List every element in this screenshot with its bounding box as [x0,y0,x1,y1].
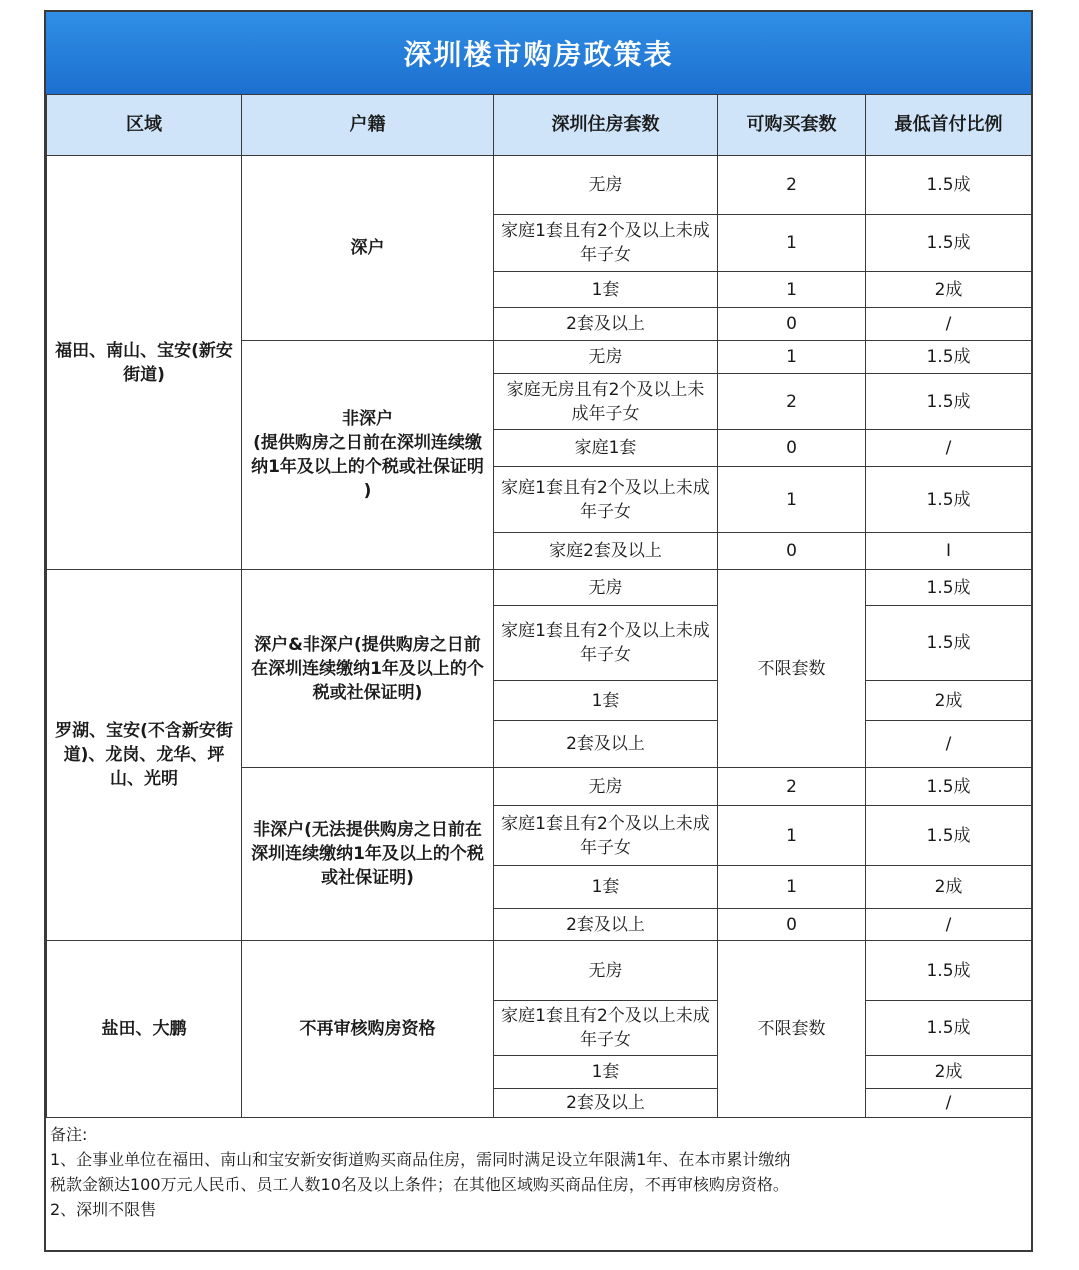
housing-cell: 无房 [494,156,718,215]
down-payment-cell: 1.5成 [866,768,1032,806]
count-cell: 2 [718,768,866,806]
count-cell-merged: 不限套数 [718,570,866,768]
down-payment-cell: 1.5成 [866,156,1032,215]
housing-cell: 家庭2套及以上 [494,533,718,570]
notes-line-1b: 税款金额达100万元人民币、员工人数10名及以上条件；在其他区域购买商品住房，不再审核购房资格。 [50,1175,789,1194]
header-row [47,95,1032,156]
huji-cell: 深户 [242,156,494,341]
huji-cell: 非深户 (提供购房之日前在深圳连续缴纳1年及以上的个税或社保证明 ) [242,341,494,570]
notes-line-1a: 1、企事业单位在福田、南山和宝安新安街道购买商品住房，需同时满足设立年限满1年、在本市累计缴纳 [50,1150,791,1169]
down-payment-cell: / [866,721,1032,768]
down-payment-cell: 2成 [866,272,1032,308]
notes [50,1122,1025,1222]
housing-cell: 1套 [494,1056,718,1089]
housing-cell: 家庭无房且有2个及以上未成年子女 [494,374,718,430]
down-payment-cell: 1.5成 [866,1001,1032,1056]
count-cell: 2 [718,374,866,430]
down-payment-cell: 1.5成 [866,941,1032,1001]
count-cell: 1 [718,215,866,272]
housing-cell: 1套 [494,866,718,909]
page-title: 深圳楼市购房政策表 [46,12,1031,94]
housing-cell: 2套及以上 [494,909,718,941]
down-payment-cell: 1.5成 [866,806,1032,866]
housing-cell: 家庭1套 [494,430,718,467]
count-cell: 1 [718,341,866,374]
housing-cell: 家庭1套且有2个及以上未成年子女 [494,606,718,681]
header-count: 可购买套数 [718,95,866,156]
table-row [47,570,1032,606]
notes-label: 备注: [50,1125,88,1144]
table-row [47,941,1032,1001]
down-payment-cell: 2成 [866,681,1032,721]
count-cell: 0 [718,308,866,341]
housing-cell: 家庭1套且有2个及以上未成年子女 [494,1001,718,1056]
header-region: 区域 [47,95,242,156]
header-huji: 户籍 [242,95,494,156]
housing-cell: 2套及以上 [494,1089,718,1118]
count-cell: 0 [718,909,866,941]
table-row [47,156,1032,215]
count-cell: 1 [718,467,866,533]
down-payment-cell: 2成 [866,1056,1032,1089]
housing-cell: 1套 [494,681,718,721]
down-payment-cell: 1.5成 [866,570,1032,606]
housing-cell: 无房 [494,570,718,606]
housing-cell: 2套及以上 [494,308,718,341]
down-payment-cell: / [866,308,1032,341]
down-payment-cell: 2成 [866,866,1032,909]
header-housing: 深圳住房套数 [494,95,718,156]
region-cell: 盐田、大鹏 [47,941,242,1118]
down-payment-cell: 1.5成 [866,606,1032,681]
housing-cell: 无房 [494,768,718,806]
down-payment-cell: I [866,533,1032,570]
housing-cell: 1套 [494,272,718,308]
huji-cell: 不再审核购房资格 [242,941,494,1118]
count-cell: 0 [718,430,866,467]
housing-cell: 2套及以上 [494,721,718,768]
housing-cell: 无房 [494,341,718,374]
region-cell: 福田、南山、宝安(新安街道) [47,156,242,570]
count-cell: 2 [718,156,866,215]
down-payment-cell: 1.5成 [866,341,1032,374]
huji-cell: 深户&非深户(提供购房之日前在深圳连续缴纳1年及以上的个税或社保证明) [242,570,494,768]
region-cell: 罗湖、宝安(不含新安街道)、龙岗、龙华、坪山、光明 [47,570,242,941]
count-cell: 0 [718,533,866,570]
policy-table [46,94,1032,1118]
count-cell-merged: 不限套数 [718,941,866,1118]
policy-table-frame [44,10,1033,1252]
housing-cell: 无房 [494,941,718,1001]
notes-line-2: 2、深圳不限售 [50,1200,157,1219]
count-cell: 1 [718,806,866,866]
housing-cell: 家庭1套且有2个及以上未成年子女 [494,215,718,272]
header-down-payment: 最低首付比例 [866,95,1032,156]
down-payment-cell: / [866,1089,1032,1118]
count-cell: 1 [718,866,866,909]
huji-cell: 非深户(无法提供购房之日前在深圳连续缴纳1年及以上的个税或社保证明) [242,768,494,941]
down-payment-cell: 1.5成 [866,467,1032,533]
down-payment-cell: / [866,909,1032,941]
down-payment-cell: 1.5成 [866,215,1032,272]
housing-cell: 家庭1套且有2个及以上未成年子女 [494,806,718,866]
down-payment-cell: / [866,430,1032,467]
down-payment-cell: 1.5成 [866,374,1032,430]
housing-cell: 家庭1套且有2个及以上未成年子女 [494,467,718,533]
count-cell: 1 [718,272,866,308]
